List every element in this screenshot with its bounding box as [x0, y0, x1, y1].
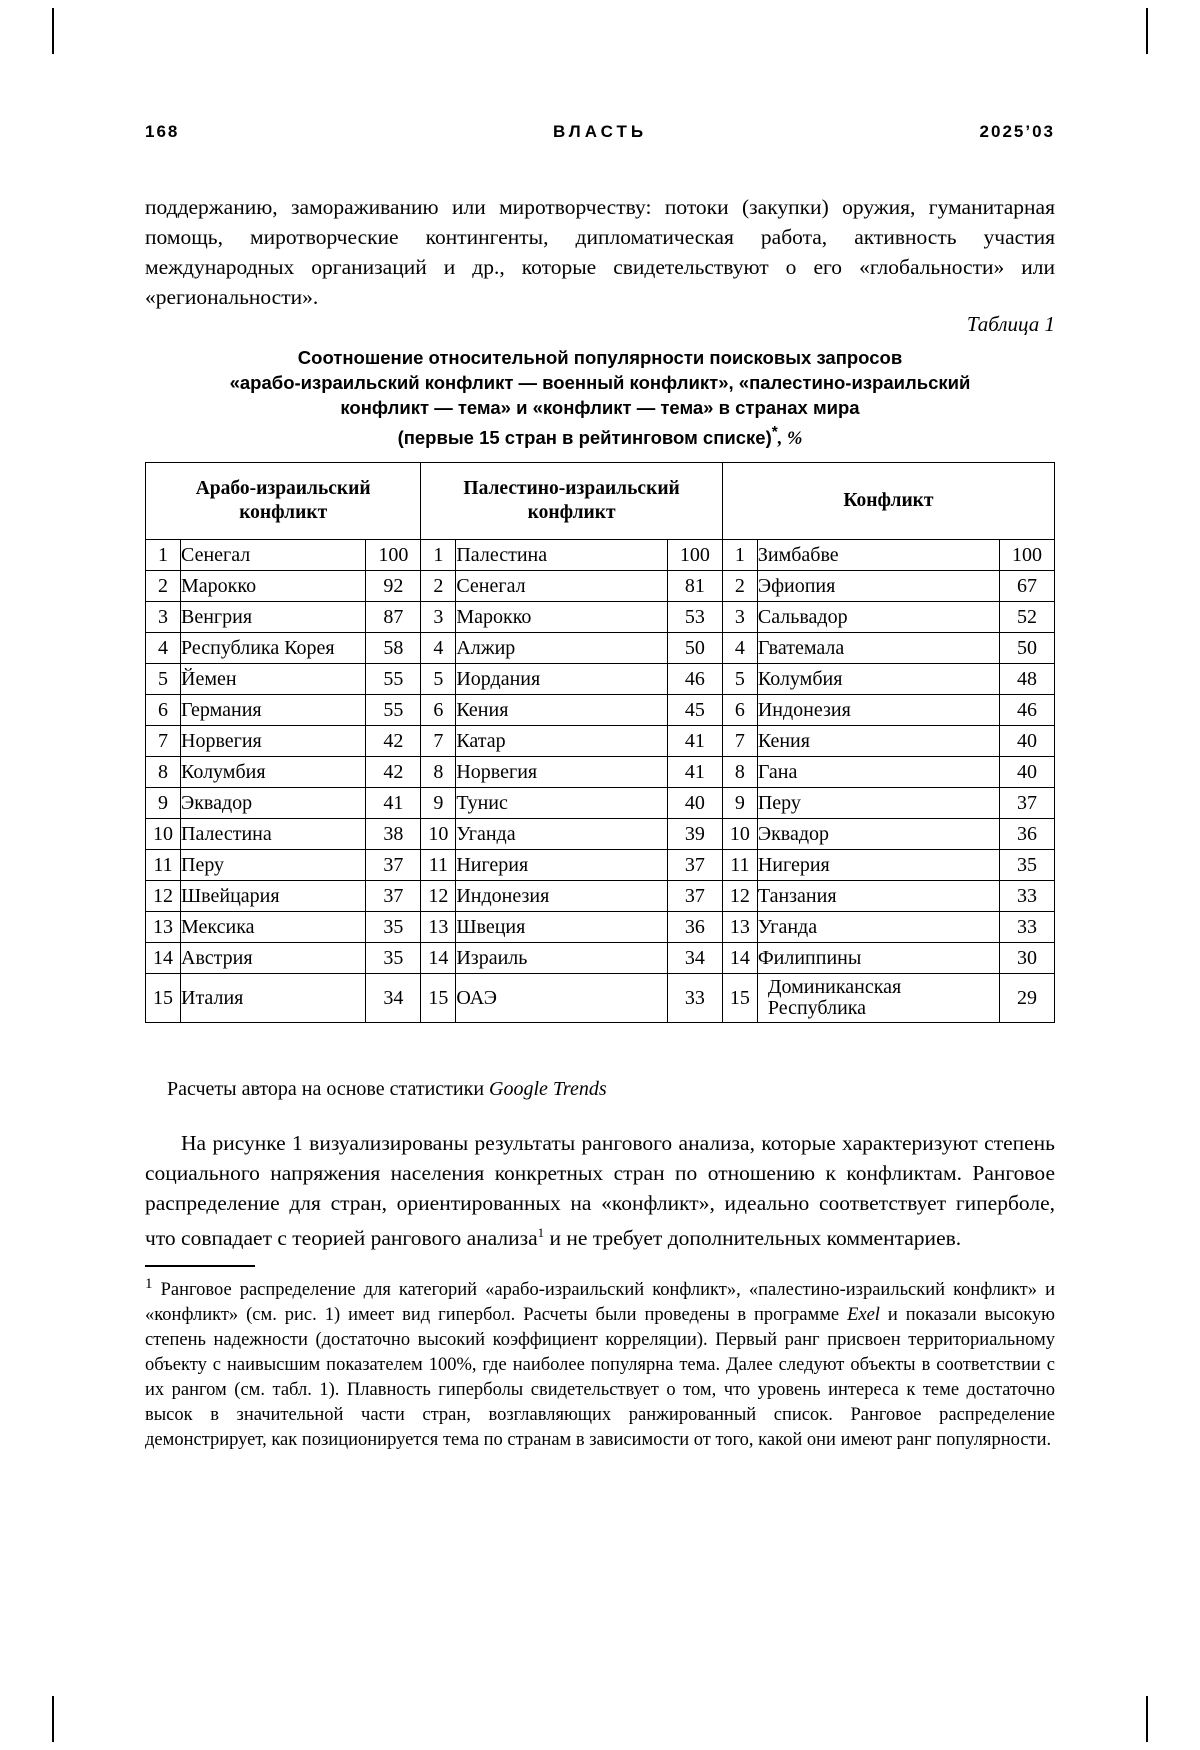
- table-row: [146, 602, 1055, 633]
- footnote-text: [145, 1272, 1055, 1453]
- value-cell: 100: [1000, 540, 1055, 571]
- country-cell: Нигерия: [456, 850, 668, 881]
- rank-cell: 13: [421, 912, 456, 943]
- value-cell: 34: [667, 943, 722, 974]
- rank-cell: 15: [722, 974, 757, 1023]
- rank-cell: 9: [146, 788, 181, 819]
- rank-cell: 7: [421, 726, 456, 757]
- value-cell: 35: [1000, 850, 1055, 881]
- value-cell: 35: [366, 912, 421, 943]
- country-cell: Перу: [181, 850, 366, 881]
- country-cell: Перу: [757, 788, 999, 819]
- table-header-row: [146, 463, 1055, 540]
- country-cell: Марокко: [181, 571, 366, 602]
- rank-cell: 3: [146, 602, 181, 633]
- crop-mark-bottom-left: [52, 1696, 54, 1742]
- value-cell: 33: [1000, 912, 1055, 943]
- ranking-table: [145, 462, 1055, 1023]
- issue-number: 2025’03: [979, 122, 1055, 141]
- value-cell: 33: [667, 974, 722, 1023]
- rank-cell: 13: [146, 912, 181, 943]
- value-cell: 46: [1000, 695, 1055, 726]
- value-cell: 33: [1000, 881, 1055, 912]
- journal-title: ВЛАСТЬ: [552, 122, 648, 141]
- table-row: [146, 757, 1055, 788]
- country-cell: Кения: [456, 695, 668, 726]
- table-title-line-1: Соотношение относительной популярности поисковых запросов: [297, 347, 903, 368]
- rank-cell: 5: [146, 664, 181, 695]
- rank-cell: 14: [421, 943, 456, 974]
- crop-mark-top-right: [1146, 8, 1148, 54]
- footnote-program-name: Exel: [847, 1305, 880, 1326]
- country-cell: Тунис: [456, 788, 668, 819]
- country-cell: Индонезия: [456, 881, 668, 912]
- body-paragraph-part1: На рисунке 1 визуализированы результаты рангового анализа, которые характеризуют степень социального напряжения населения конкретных стран по отношению к конфликтам. Ранговое распределение для стран, ориентированных на «конфликт», идеально соответствует гиперболе, что совпадает с теорией рангового анализа: [145, 1131, 1055, 1251]
- rank-cell: 6: [722, 695, 757, 726]
- rank-cell: 1: [421, 540, 456, 571]
- table-row: [146, 943, 1055, 974]
- table-row: [146, 664, 1055, 695]
- header-palestine-israeli: Палестино-израильский конфликт: [421, 463, 723, 540]
- country-cell: Колумбия: [757, 664, 999, 695]
- table-row: [146, 726, 1055, 757]
- rank-cell: 13: [722, 912, 757, 943]
- rank-cell: 14: [146, 943, 181, 974]
- rank-cell: 10: [146, 819, 181, 850]
- table-row: [146, 819, 1055, 850]
- rank-cell: 6: [146, 695, 181, 726]
- rank-cell: 4: [146, 633, 181, 664]
- country-cell: Гана: [757, 757, 999, 788]
- country-cell: Сенегал: [181, 540, 366, 571]
- body-paragraph: [145, 1128, 1055, 1253]
- rank-cell: 8: [722, 757, 757, 788]
- header-arabo-israeli: Арабо-израильский конфликт: [146, 463, 421, 540]
- country-cell: Эквадор: [757, 819, 999, 850]
- country-cell: Норвегия: [181, 726, 366, 757]
- value-cell: 55: [366, 695, 421, 726]
- rank-cell: 2: [722, 571, 757, 602]
- value-cell: 48: [1000, 664, 1055, 695]
- header-conflict: Конфликт: [722, 463, 1054, 540]
- value-cell: 37: [667, 881, 722, 912]
- table-row: [146, 881, 1055, 912]
- rank-cell: 2: [146, 571, 181, 602]
- country-cell: Нигерия: [757, 850, 999, 881]
- value-cell: 50: [667, 633, 722, 664]
- value-cell: 40: [1000, 757, 1055, 788]
- body-paragraph-part2: и не требует дополнительных комментариев.: [544, 1226, 962, 1251]
- rank-cell: 12: [146, 881, 181, 912]
- running-head: [145, 122, 1055, 146]
- value-cell: 55: [366, 664, 421, 695]
- value-cell: 92: [366, 571, 421, 602]
- value-cell: 40: [1000, 726, 1055, 757]
- table-row: [146, 633, 1055, 664]
- country-cell: Колумбия: [181, 757, 366, 788]
- value-cell: 52: [1000, 602, 1055, 633]
- country-cell: Танзания: [757, 881, 999, 912]
- rank-cell: 7: [146, 726, 181, 757]
- rank-cell: 15: [146, 974, 181, 1023]
- value-cell: 37: [1000, 788, 1055, 819]
- rank-cell: 3: [722, 602, 757, 633]
- value-cell: 67: [1000, 571, 1055, 602]
- page-number: 168: [145, 122, 180, 141]
- table-row: [146, 912, 1055, 943]
- rank-cell: 9: [722, 788, 757, 819]
- value-cell: 35: [366, 943, 421, 974]
- value-cell: 41: [667, 757, 722, 788]
- country-cell: Республика Корея: [181, 633, 366, 664]
- country-cell: Йемен: [181, 664, 366, 695]
- rank-cell: 8: [421, 757, 456, 788]
- country-cell: Австрия: [181, 943, 366, 974]
- value-cell: 41: [366, 788, 421, 819]
- country-cell: Зимбабве: [757, 540, 999, 571]
- table-title-line-4: [145, 420, 1055, 452]
- value-cell: 37: [366, 881, 421, 912]
- table-title-line-2: «арабо-израильский конфликт — военный конфликт», «палестино-израильский: [229, 372, 971, 393]
- country-cell: Гватемала: [757, 633, 999, 664]
- table-row: [146, 540, 1055, 571]
- rank-cell: 11: [146, 850, 181, 881]
- table-source-name: Google Trends: [489, 1078, 607, 1100]
- table-row: [146, 571, 1055, 602]
- rank-cell: 11: [421, 850, 456, 881]
- table-title-line-4-text: (первые 15 стран в рейтинговом списке): [397, 427, 772, 449]
- rank-cell: 8: [146, 757, 181, 788]
- country-cell: Сальвадор: [757, 602, 999, 633]
- rank-cell: 4: [421, 633, 456, 664]
- country-cell: Кения: [757, 726, 999, 757]
- table-title-percent: , %: [777, 429, 803, 450]
- crop-mark-top-left: [52, 8, 54, 54]
- value-cell: 42: [366, 757, 421, 788]
- page-content: [145, 0, 1055, 1750]
- value-cell: 41: [667, 726, 722, 757]
- crop-mark-bottom-right: [1146, 1696, 1148, 1742]
- country-cell: Алжир: [456, 633, 668, 664]
- table-body: [146, 540, 1055, 1023]
- rank-cell: 3: [421, 602, 456, 633]
- value-cell: 36: [667, 912, 722, 943]
- country-cell: Палестина: [456, 540, 668, 571]
- rank-cell: 15: [421, 974, 456, 1023]
- table-title-line-3: конфликт — тема» и «конфликт — тема» в странах мира: [340, 397, 860, 418]
- table-row: [146, 695, 1055, 726]
- table-title: [145, 345, 1055, 452]
- country-cell: Эквадор: [181, 788, 366, 819]
- country-cell: Эфиопия: [757, 571, 999, 602]
- country-cell: Венгрия: [181, 602, 366, 633]
- rank-cell: 1: [722, 540, 757, 571]
- footnote-star: *: [771, 424, 778, 441]
- country-cell: Марокко: [456, 602, 668, 633]
- rank-cell: 2: [421, 571, 456, 602]
- rank-cell: 11: [722, 850, 757, 881]
- table-row: [146, 850, 1055, 881]
- footnote-reference[interactable]: 1: [537, 1225, 545, 1240]
- rank-cell: 4: [722, 633, 757, 664]
- value-cell: 42: [366, 726, 421, 757]
- country-cell: Норвегия: [456, 757, 668, 788]
- table-source-prefix: Расчеты автора на основе статистики: [167, 1078, 490, 1100]
- rank-cell: 5: [421, 664, 456, 695]
- value-cell: 50: [1000, 633, 1055, 664]
- rank-cell: 1: [146, 540, 181, 571]
- country-cell: Сенегал: [456, 571, 668, 602]
- country-cell: Швейцария: [181, 881, 366, 912]
- value-cell: 34: [366, 974, 421, 1023]
- country-cell: Уганда: [757, 912, 999, 943]
- intro-paragraph: поддержанию, замораживанию или миротворчеству: потоки (закупки) оружия, гуманитарная помощь, миротворческие контингенты, дипломатическая работа, активность участия международных организаций и др., которые свидетельствуют о его «глобальности» или «региональности».: [145, 195, 1055, 309]
- value-cell: 37: [667, 850, 722, 881]
- value-cell: 29: [1000, 974, 1055, 1023]
- value-cell: 39: [667, 819, 722, 850]
- country-cell: Катар: [456, 726, 668, 757]
- rank-cell: 5: [722, 664, 757, 695]
- table-label: Таблица 1: [966, 312, 1055, 336]
- value-cell: 53: [667, 602, 722, 633]
- value-cell: 100: [667, 540, 722, 571]
- value-cell: 37: [366, 850, 421, 881]
- country-cell: Израиль: [456, 943, 668, 974]
- value-cell: 46: [667, 664, 722, 695]
- country-cell: Уганда: [456, 819, 668, 850]
- rank-cell: 6: [421, 695, 456, 726]
- rank-cell: 9: [421, 788, 456, 819]
- value-cell: 81: [667, 571, 722, 602]
- value-cell: 30: [1000, 943, 1055, 974]
- table-row: [146, 974, 1055, 1023]
- country-cell: Палестина: [181, 819, 366, 850]
- country-cell: Италия: [181, 974, 366, 1023]
- table-source-note: [167, 1078, 607, 1101]
- country-cell: Иордания: [456, 664, 668, 695]
- rank-cell: 10: [421, 819, 456, 850]
- country-cell: Швеция: [456, 912, 668, 943]
- country-cell: Филиппины: [757, 943, 999, 974]
- rank-cell: 12: [722, 881, 757, 912]
- rank-cell: 12: [421, 881, 456, 912]
- footnote-part2: и показали высокую степень надежности (достаточно высокий коэффициент корреляции). Первый ранг присвоен территориальному объекту с наивысшим показателем 100%, где наиболее популярна тема. Далее следуют объекты в соответствии с их рангом (см. табл. 1). Плавность гиперболы свидетельствует о том, что уровень интереса к теме достаточно высок в значительной части стран, возглавляющих ранжированный список. Ранговое распределение демонстрирует, как позиционируется тема по странам в зависимости от того, какой они имеют ранг популярности.: [145, 1305, 1055, 1451]
- country-cell: Мексика: [181, 912, 366, 943]
- value-cell: 45: [667, 695, 722, 726]
- country-cell: ОАЭ: [456, 974, 668, 1023]
- country-cell: Доминиканская Республика: [757, 974, 999, 1023]
- table-row: [146, 788, 1055, 819]
- value-cell: 38: [366, 819, 421, 850]
- value-cell: 36: [1000, 819, 1055, 850]
- rank-cell: 14: [722, 943, 757, 974]
- footnote-marker: 1: [145, 1276, 153, 1292]
- country-cell: Индонезия: [757, 695, 999, 726]
- footnote-separator: [145, 1265, 255, 1267]
- rank-cell: 7: [722, 726, 757, 757]
- value-cell: 40: [667, 788, 722, 819]
- value-cell: 100: [366, 540, 421, 571]
- rank-cell: 10: [722, 819, 757, 850]
- value-cell: 58: [366, 633, 421, 664]
- footnote-part1: Ранговое распределение для категорий «арабо-израильский конфликт», «палестино-израильский конфликт» и «конфликт» (см. рис. 1) имеет вид гипербол. Расчеты были проведены в программе: [145, 1280, 1055, 1326]
- country-cell: Германия: [181, 695, 366, 726]
- value-cell: 87: [366, 602, 421, 633]
